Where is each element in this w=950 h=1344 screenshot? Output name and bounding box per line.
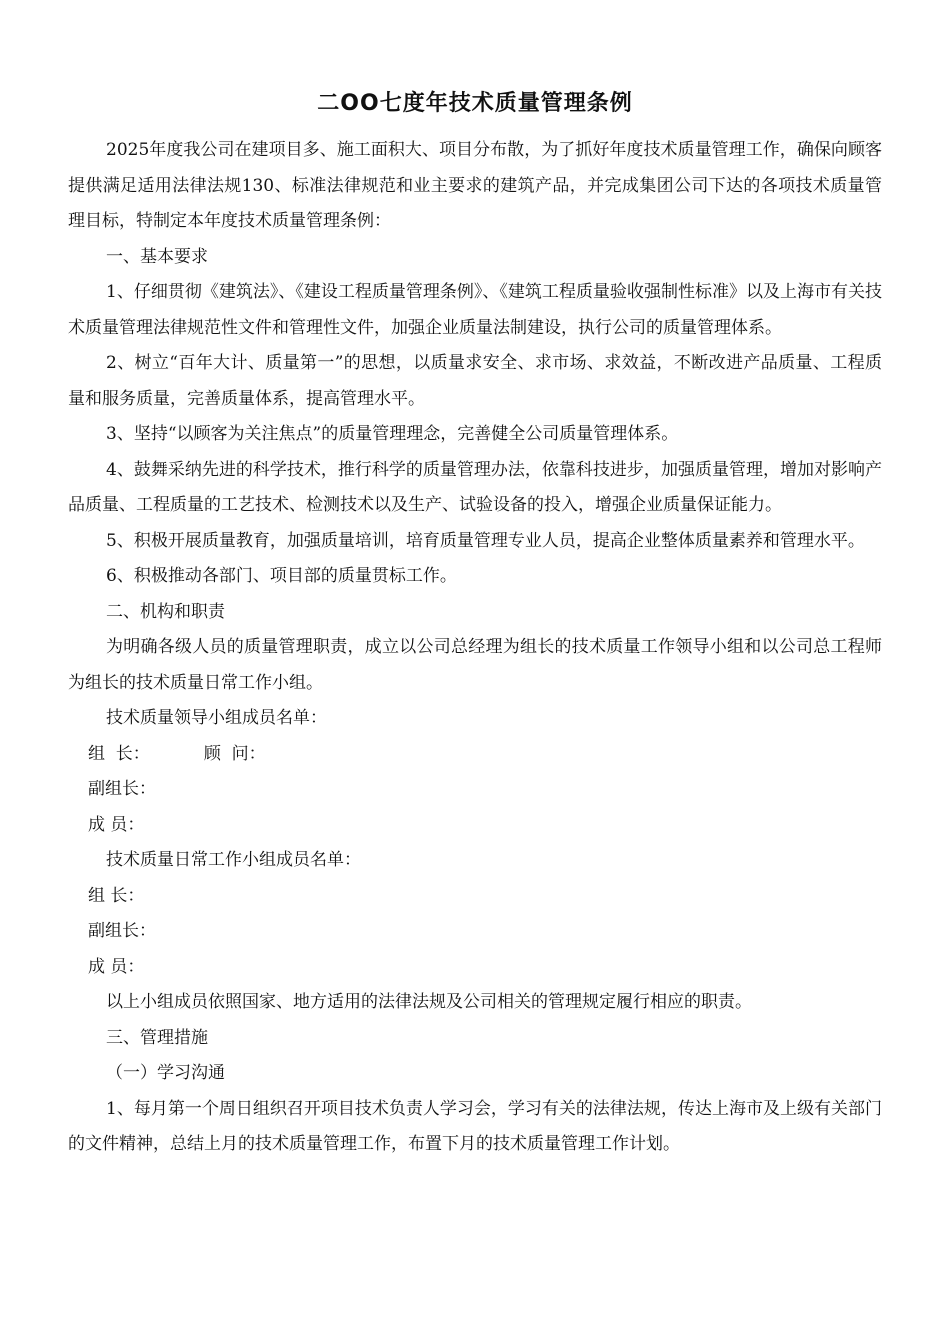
section-2-closing: 以上小组成员依照国家、地方适用的法律法规及公司相关的管理规定履行相应的职责。 bbox=[106, 992, 752, 1012]
section-1-item-6: 6、积极推动各部门、项目部的质量贯标工作。 bbox=[106, 566, 457, 586]
advisor-label: 顾 问： bbox=[203, 743, 266, 764]
section-1-item-4: 4、鼓舞采纳先进的科学技术，推行科学的质量管理办法，依靠科技进步，加强质量管理，增加对影响产品质量、工程质量的工艺技术、检测技术以及生产、试验设备的投入，增强企业质量保证能力。 bbox=[68, 459, 882, 515]
section-3-item-1: 1、每月第一个周日组织召开项目技术负责人学习会，学习有关的法律法规，传达上海市及上级有关部门的文件精神，总结上月的技术质量管理工作，布置下月的技术质量管理工作计划。 bbox=[68, 1098, 882, 1154]
daily-member-label: 成 员： bbox=[88, 956, 145, 977]
section-1-item-3: 3、坚持“以顾客为关注焦点”的质量管理理念，完善健全公司质量管理体系。 bbox=[106, 424, 679, 444]
section-1-item-2: 2、树立“百年大计、质量第一”的思想，以质量求安全、求市场、求效益，不断改进产品质量、工程质量和服务质量，完善质量体系，提高管理水平。 bbox=[68, 353, 882, 409]
daily-list-title: 技术质量日常工作小组成员名单： bbox=[106, 850, 361, 870]
leadership-list-title: 技术质量领导小组成员名单： bbox=[106, 708, 327, 728]
deputy-label: 副组长： bbox=[88, 779, 156, 799]
section-2-heading: 二、机构和职责 bbox=[106, 601, 225, 622]
section-1-item-1: 1、仔细贯彻《建筑法》、《建设工程质量管理条例》、《建筑工程质量验收强制性标准》以及上海市有关技术质量管理法律规范性文件和管理性文件，加强企业质量法制建设，执行公司的质量管理体系。 bbox=[68, 282, 882, 338]
document-body bbox=[68, 133, 882, 1163]
section-1-item-5: 5、积极开展质量教育，加强质量培训，培育质量管理专业人员，提高企业整体质量素养和管理水平。 bbox=[106, 530, 865, 551]
daily-leader-label: 组 长： bbox=[88, 885, 145, 906]
document-title: 二OO七度年技术质量管理条例 bbox=[317, 91, 633, 116]
section-1-heading: 一、基本要求 bbox=[106, 246, 208, 267]
section-2-description: 为明确各级人员的质量管理职责，成立以公司总经理为组长的技术质量工作领导小组和以公司总工程师为组长的技术质量日常工作小组。 bbox=[68, 637, 882, 693]
section-3-subheading-1: （一）学习沟通 bbox=[106, 1063, 225, 1083]
section-3-heading: 三、管理措施 bbox=[106, 1027, 208, 1048]
leader-row bbox=[68, 737, 882, 773]
leader-label: 组 长： bbox=[88, 743, 150, 764]
intro-paragraph: 2025年度我公司在建项目多、施工面积大、项目分布散，为了抓好年度技术质量管理工作，确保向顾客提供满足适用法律法规130、标准法律规范和业主要求的建筑产品，并完成集团公司下达的各项技术质量管理目标，特制定本年度技术质量管理条例： bbox=[68, 140, 882, 231]
daily-deputy-label: 副组长： bbox=[88, 921, 156, 941]
member-label: 成 员： bbox=[88, 814, 145, 835]
